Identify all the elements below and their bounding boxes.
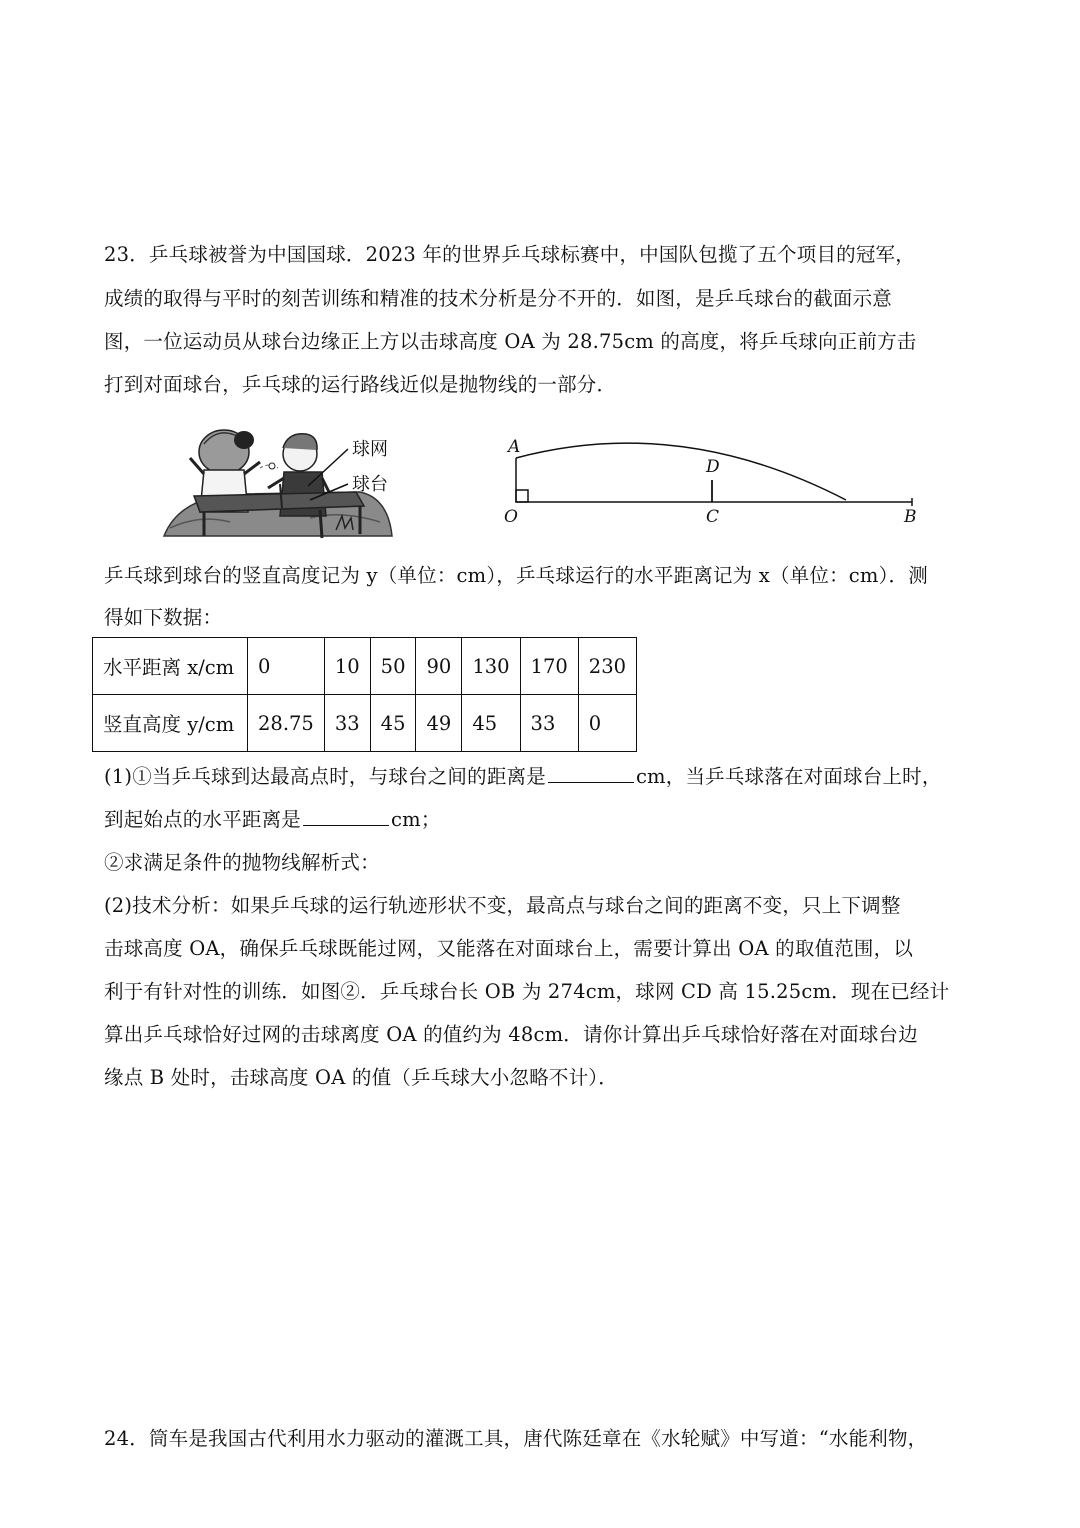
q23-part2-line-3: 利于有针对性的训练．如图②．乒乓球台长 OB 为 274cm，球网 CD 高 15.25cm．现在已经计 bbox=[104, 980, 950, 1003]
q23-part2-line-5: 缘点 B 处时，击球高度 OA 的值（乒乓球大小忽略不计）． bbox=[104, 1066, 618, 1089]
q23-after-fig-1: 乒乓球到球台的竖直高度记为 y（单位：cm），乒乓球运行的水平距离记为 x（单位：cm）．测 bbox=[104, 564, 928, 587]
table-cell: 170 bbox=[520, 638, 578, 695]
table-cell: 50 bbox=[370, 638, 416, 695]
table-cell: 10 bbox=[324, 638, 370, 695]
table-cell: 45 bbox=[370, 695, 416, 752]
q23-part2-line-2: 击球高度 OA，确保乒乓球既能过网，又能落在对面球台上，需要计算出 OA 的取值范围，以 bbox=[104, 937, 914, 960]
table-cell: 33 bbox=[324, 695, 370, 752]
table-cell: 33 bbox=[520, 695, 578, 752]
q24-line-1: 24．筒车是我国古代利用水力驱动的灌溉工具，唐代陈廷章在《水轮赋》中写道：“水能利物， bbox=[104, 1427, 928, 1450]
table-cell: 90 bbox=[416, 638, 462, 695]
part1-text-d: cm； bbox=[391, 808, 441, 831]
table-cell: 28.75 bbox=[248, 695, 325, 752]
row-header-y: 竖直高度 y/cm bbox=[93, 695, 248, 752]
part1-text-a: (1)①当乒乓球到达最高点时，与球台之间的距离是 bbox=[104, 765, 546, 788]
data-table bbox=[92, 637, 637, 752]
q23-part2-line-1: (2)技术分析：如果乒乓球的运行轨迹形状不变，最高点与球台之间的距离不变，只上下调整 bbox=[104, 894, 901, 917]
table-row bbox=[93, 695, 637, 752]
answer-blank-max-height[interactable] bbox=[548, 762, 634, 783]
parabola-diagram bbox=[496, 428, 926, 538]
answer-blank-distance[interactable] bbox=[303, 805, 389, 826]
q23-part2-line-4: 算出乒乓球恰好过网的击球离度 OA 的值约为 48cm．请你计算出乒乓球恰好落在对面球台边 bbox=[104, 1023, 918, 1046]
label-table: 球台 bbox=[352, 474, 388, 495]
label-C: C bbox=[706, 507, 720, 527]
label-B: B bbox=[904, 507, 917, 527]
q23-line-1: 23．乒乓球被誉为中国国球．2023 年的世界乒乓球标赛中，中国队包揽了五个项目的冠军， bbox=[104, 243, 915, 266]
q23-part1-2: ②求满足条件的抛物线解析式： bbox=[104, 851, 380, 874]
q23-part1-line-2 bbox=[104, 805, 441, 835]
table-cell: 0 bbox=[248, 638, 325, 695]
q23-line-4: 打到对面球台，乒乓球的运行路线近似是抛物线的一部分． bbox=[104, 373, 617, 396]
label-D: D bbox=[706, 457, 720, 477]
label-A: A bbox=[508, 437, 521, 457]
label-net: 球网 bbox=[352, 439, 388, 460]
parabola-path bbox=[516, 443, 846, 500]
label-O: O bbox=[504, 507, 518, 527]
table-cell: 230 bbox=[578, 638, 636, 695]
row-header-x: 水平距离 x/cm bbox=[93, 638, 248, 695]
part1-text-c: 到起始点的水平距离是 bbox=[104, 808, 302, 831]
right-angle-mark bbox=[516, 490, 528, 502]
table-row bbox=[93, 638, 637, 695]
table-cell: 0 bbox=[578, 695, 636, 752]
q23-line-2: 成绩的取得与平时的刻苦训练和精准的技术分析是分不开的．如图，是乒乓球台的截面示意 bbox=[104, 287, 893, 310]
table-cell: 49 bbox=[416, 695, 462, 752]
part1-text-b: cm，当乒乓球落在对面球台上时， bbox=[635, 765, 942, 788]
q23-after-fig-2: 得如下数据： bbox=[104, 606, 223, 629]
q23-part1-line-1 bbox=[104, 762, 942, 792]
q23-line-3: 图，一位运动员从球台边缘正上方以击球高度 OA 为 28.75cm 的高度，将乒乓球向正前方击 bbox=[104, 330, 917, 353]
ping-pong-illustration bbox=[160, 418, 410, 544]
table-cell: 130 bbox=[462, 638, 520, 695]
table-cell: 45 bbox=[462, 695, 520, 752]
